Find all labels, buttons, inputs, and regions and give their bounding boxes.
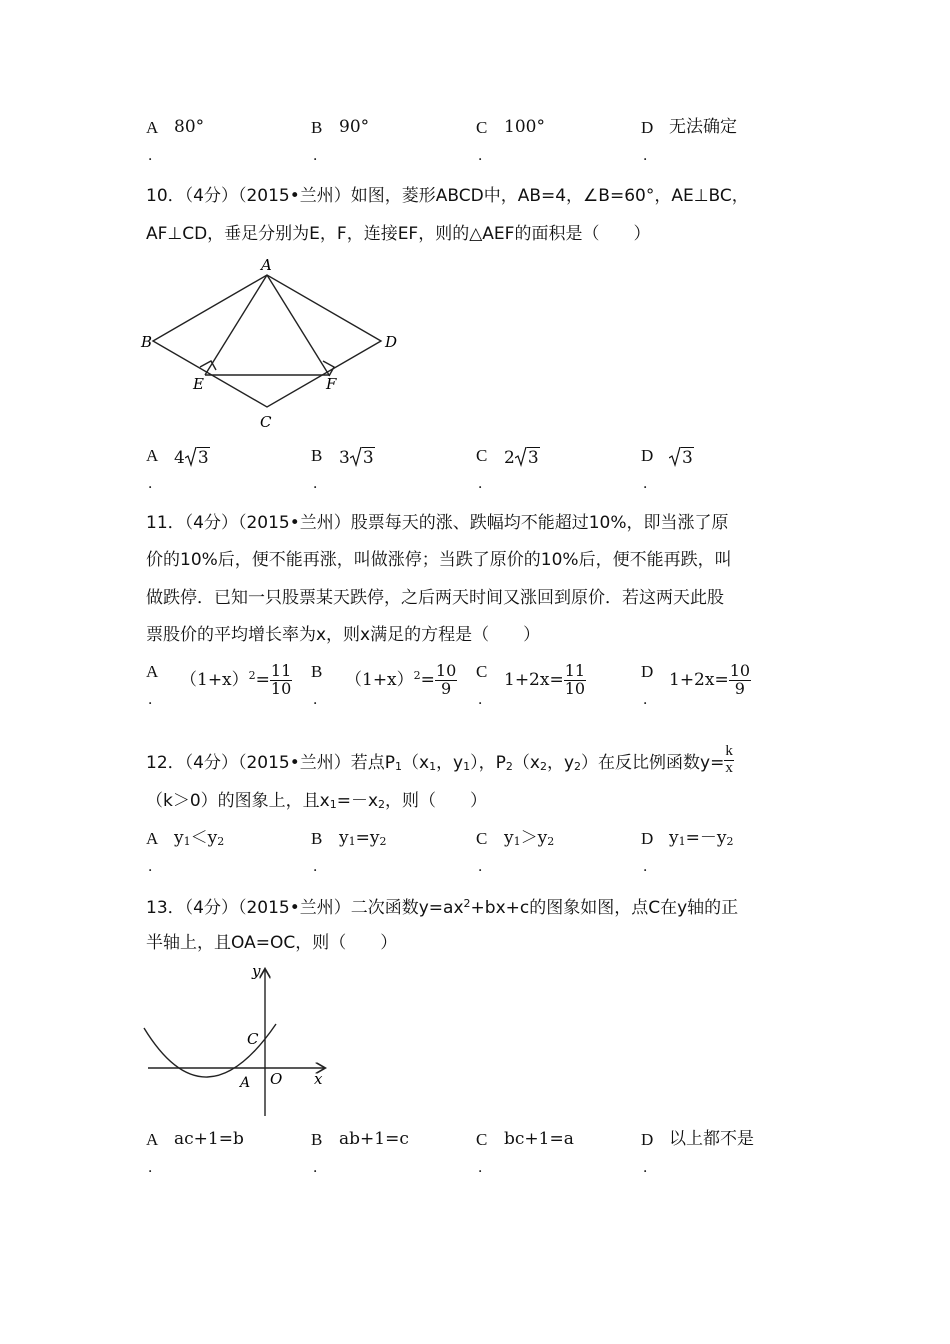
stem-text: （k＞0）的图象上，且x: [146, 791, 330, 811]
option-text: bc+1=a: [504, 1129, 574, 1149]
stem-text: ，则（ ）: [385, 791, 488, 811]
q11-stem-line1: 11．（4分）（2015•兰州）股票每天的涨、跌幅均不能超过10%，即当涨了原: [146, 513, 729, 533]
option-letter: B: [311, 118, 323, 137]
rhombus-abcd: [153, 275, 381, 407]
label-o: O: [270, 1070, 283, 1088]
option-letter: C: [476, 829, 488, 848]
stem-text: 13．（4分）（2015•兰州）二次函数y=ax: [146, 898, 464, 918]
option-letter: A: [146, 118, 159, 137]
sqrt-expression: [515, 447, 540, 467]
option-dot: ．: [643, 476, 657, 492]
option-text: [180, 663, 292, 698]
option-letter: A: [146, 662, 159, 681]
stem-text: +bx+c的图象如图，点C在y轴的正: [470, 898, 739, 918]
denominator: x: [725, 759, 733, 776]
option-dot: ．: [643, 1160, 657, 1176]
option-letter: C: [476, 662, 488, 681]
equals-sign: =: [255, 669, 270, 690]
option-letter: A: [146, 829, 159, 848]
q12-stem-line2: [146, 793, 487, 810]
option-text: ab+1=c: [339, 1129, 409, 1149]
denominator: 10: [564, 678, 586, 698]
sqrt-expression: [669, 447, 694, 467]
denominator: 10: [270, 678, 292, 698]
option-text: [504, 447, 540, 467]
subscript: 2: [217, 835, 225, 848]
subscript: 2: [547, 835, 555, 848]
stem-text: （x: [512, 752, 540, 773]
option-dot: ．: [478, 148, 492, 164]
q12-stem-line1: [146, 744, 734, 777]
radical-sign: [669, 447, 681, 467]
stem-text: =－x: [336, 791, 379, 811]
option-text: 以上都不是: [669, 1129, 754, 1149]
sqrt-expression: [350, 447, 375, 467]
label-e: E: [193, 375, 204, 393]
option-text: [339, 447, 375, 467]
var: y: [174, 828, 184, 848]
subscript: 1: [329, 798, 337, 811]
numerator: 10: [435, 661, 457, 680]
relation: ＜y: [190, 828, 218, 848]
var: y: [504, 828, 514, 848]
option-dot: ．: [643, 692, 657, 708]
expression-prefix: 1+2x=: [504, 669, 564, 690]
radical-sign: [185, 447, 197, 467]
stem-text: ，y: [436, 752, 464, 773]
option-dot: ．: [313, 859, 327, 875]
option-letter: B: [311, 829, 323, 848]
sqrt-expression: [185, 447, 210, 467]
option-dot: ．: [643, 148, 657, 164]
radicand: 3: [682, 448, 693, 468]
denominator: 9: [734, 678, 745, 698]
option-text: [669, 830, 733, 847]
exponent: 2: [463, 897, 471, 910]
coefficient: 4: [174, 448, 185, 468]
label-a: A: [240, 1075, 251, 1091]
option-text: [504, 830, 554, 847]
option-letter: C: [476, 446, 488, 465]
option-dot: ．: [148, 1160, 162, 1176]
radicand: 3: [197, 448, 209, 468]
option-letter: A: [146, 446, 159, 465]
label-a: A: [261, 256, 272, 274]
numerator: 11: [564, 661, 586, 680]
radical-sign: [515, 447, 527, 467]
option-text: ac+1=b: [174, 1129, 244, 1149]
numerator: k: [725, 743, 733, 759]
subscript: 1: [513, 835, 521, 848]
option-text: 100°: [504, 117, 545, 137]
segment-af: [267, 275, 329, 375]
stem-text: 12．（4分）（2015•兰州）若点P: [146, 752, 395, 773]
option-letter: B: [311, 1130, 323, 1149]
option-letter: B: [311, 662, 323, 681]
label-y: y: [252, 962, 261, 980]
option-text: [669, 447, 694, 467]
option-letter: D: [641, 662, 654, 681]
option-dot: ．: [478, 692, 492, 708]
stem-text: ）在反比例函数y=: [581, 752, 725, 773]
subscript: 1: [348, 835, 356, 848]
option-text: 80°: [174, 117, 205, 137]
subscript: 1: [429, 759, 437, 773]
subscript: 2: [379, 835, 387, 848]
subscript: 1: [183, 835, 191, 848]
coefficient: 3: [339, 448, 350, 468]
option-dot: ．: [148, 148, 162, 164]
option-letter: D: [641, 1130, 654, 1149]
option-dot: ．: [478, 859, 492, 875]
option-text: [345, 663, 457, 698]
label-b: B: [141, 333, 153, 351]
radicand: 3: [527, 448, 539, 468]
subscript: 2: [505, 759, 513, 773]
subscript: 2: [378, 798, 386, 811]
equals-sign: =: [420, 669, 435, 690]
segment-ae: [205, 275, 267, 375]
option-letter: A: [146, 1130, 159, 1149]
option-text: [174, 830, 224, 847]
option-dot: ．: [313, 148, 327, 164]
option-dot: ．: [478, 1160, 492, 1176]
option-dot: ．: [643, 859, 657, 875]
q10-stem-line1: 10．（4分）（2015•兰州）如图，菱形ABCD中，AB=4，∠B=60°，AE⊥BC，: [146, 186, 749, 206]
exponent: 2: [248, 668, 256, 682]
expression-prefix: （1+x）: [345, 669, 414, 690]
option-dot: ．: [313, 1160, 327, 1176]
q10-stem-line2: AF⊥CD，垂足分别为E，F，连接EF，则的△AEF的面积是（ ）: [146, 224, 651, 244]
fraction: [270, 663, 292, 698]
option-text: [504, 663, 586, 698]
exponent: 2: [413, 668, 421, 682]
option-dot: ．: [313, 692, 327, 708]
subscript: 2: [574, 759, 582, 773]
q13-stem-line2: 半轴上，且OA=OC，则（ ）: [146, 933, 398, 953]
label-c: C: [247, 1030, 259, 1048]
option-dot: ．: [148, 476, 162, 492]
var: y: [339, 828, 349, 848]
option-dot: ．: [478, 476, 492, 492]
option-letter: D: [641, 446, 654, 465]
option-text: [339, 830, 386, 847]
option-letter: C: [476, 118, 488, 137]
option-text: 90°: [339, 117, 370, 137]
option-letter: B: [311, 446, 323, 465]
expression-prefix: （1+x）: [180, 669, 249, 690]
q11-stem-line4: 票股价的平均增长率为x，则x满足的方程是（ ）: [146, 625, 541, 645]
numerator: 11: [270, 661, 292, 680]
option-text: [669, 663, 751, 698]
relation: =－y: [685, 828, 727, 848]
var: y: [669, 828, 679, 848]
radical-sign: [350, 447, 362, 467]
stem-text: ），P: [470, 752, 506, 773]
label-d: D: [385, 333, 398, 351]
subscript: 1: [463, 759, 471, 773]
rhombus-figure: [138, 255, 408, 435]
numerator: 10: [729, 661, 751, 680]
option-text: 无法确定: [669, 117, 737, 137]
fraction: [564, 663, 586, 698]
option-letter: C: [476, 1130, 488, 1149]
option-dot: ．: [148, 692, 162, 708]
option-dot: ．: [148, 859, 162, 875]
label-x: x: [314, 1070, 323, 1088]
parabola-figure: [140, 960, 340, 1120]
label-f: F: [326, 375, 337, 393]
denominator: 9: [440, 678, 452, 698]
relation: ＞y: [520, 828, 548, 848]
option-dot: ．: [313, 476, 327, 492]
fraction: [435, 663, 457, 698]
subscript: 1: [395, 759, 402, 773]
stem-text: （x: [402, 752, 430, 773]
option-text: [174, 447, 210, 467]
fraction: [729, 663, 751, 698]
fraction-k-over-x: [724, 744, 734, 777]
label-c: C: [260, 413, 272, 431]
stem-text: ，y: [546, 752, 575, 773]
subscript: 2: [539, 759, 547, 773]
option-letter: D: [641, 118, 654, 137]
coefficient: 2: [504, 448, 515, 468]
relation: =y: [355, 828, 380, 848]
subscript: 2: [726, 835, 734, 848]
subscript: 1: [678, 835, 686, 848]
q11-stem-line3: 做跌停．已知一只股票某天跌停，之后两天时间又涨回到原价．若这两天此股: [146, 588, 724, 608]
q11-stem-line2: 价的10%后，便不能再涨，叫做涨停；当跌了原价的10%后，便不能再跌，叫: [146, 550, 732, 570]
q13-stem-line1: [146, 898, 738, 917]
option-letter: D: [641, 829, 654, 848]
expression-prefix: 1+2x=: [669, 669, 729, 690]
radicand: 3: [362, 448, 374, 468]
